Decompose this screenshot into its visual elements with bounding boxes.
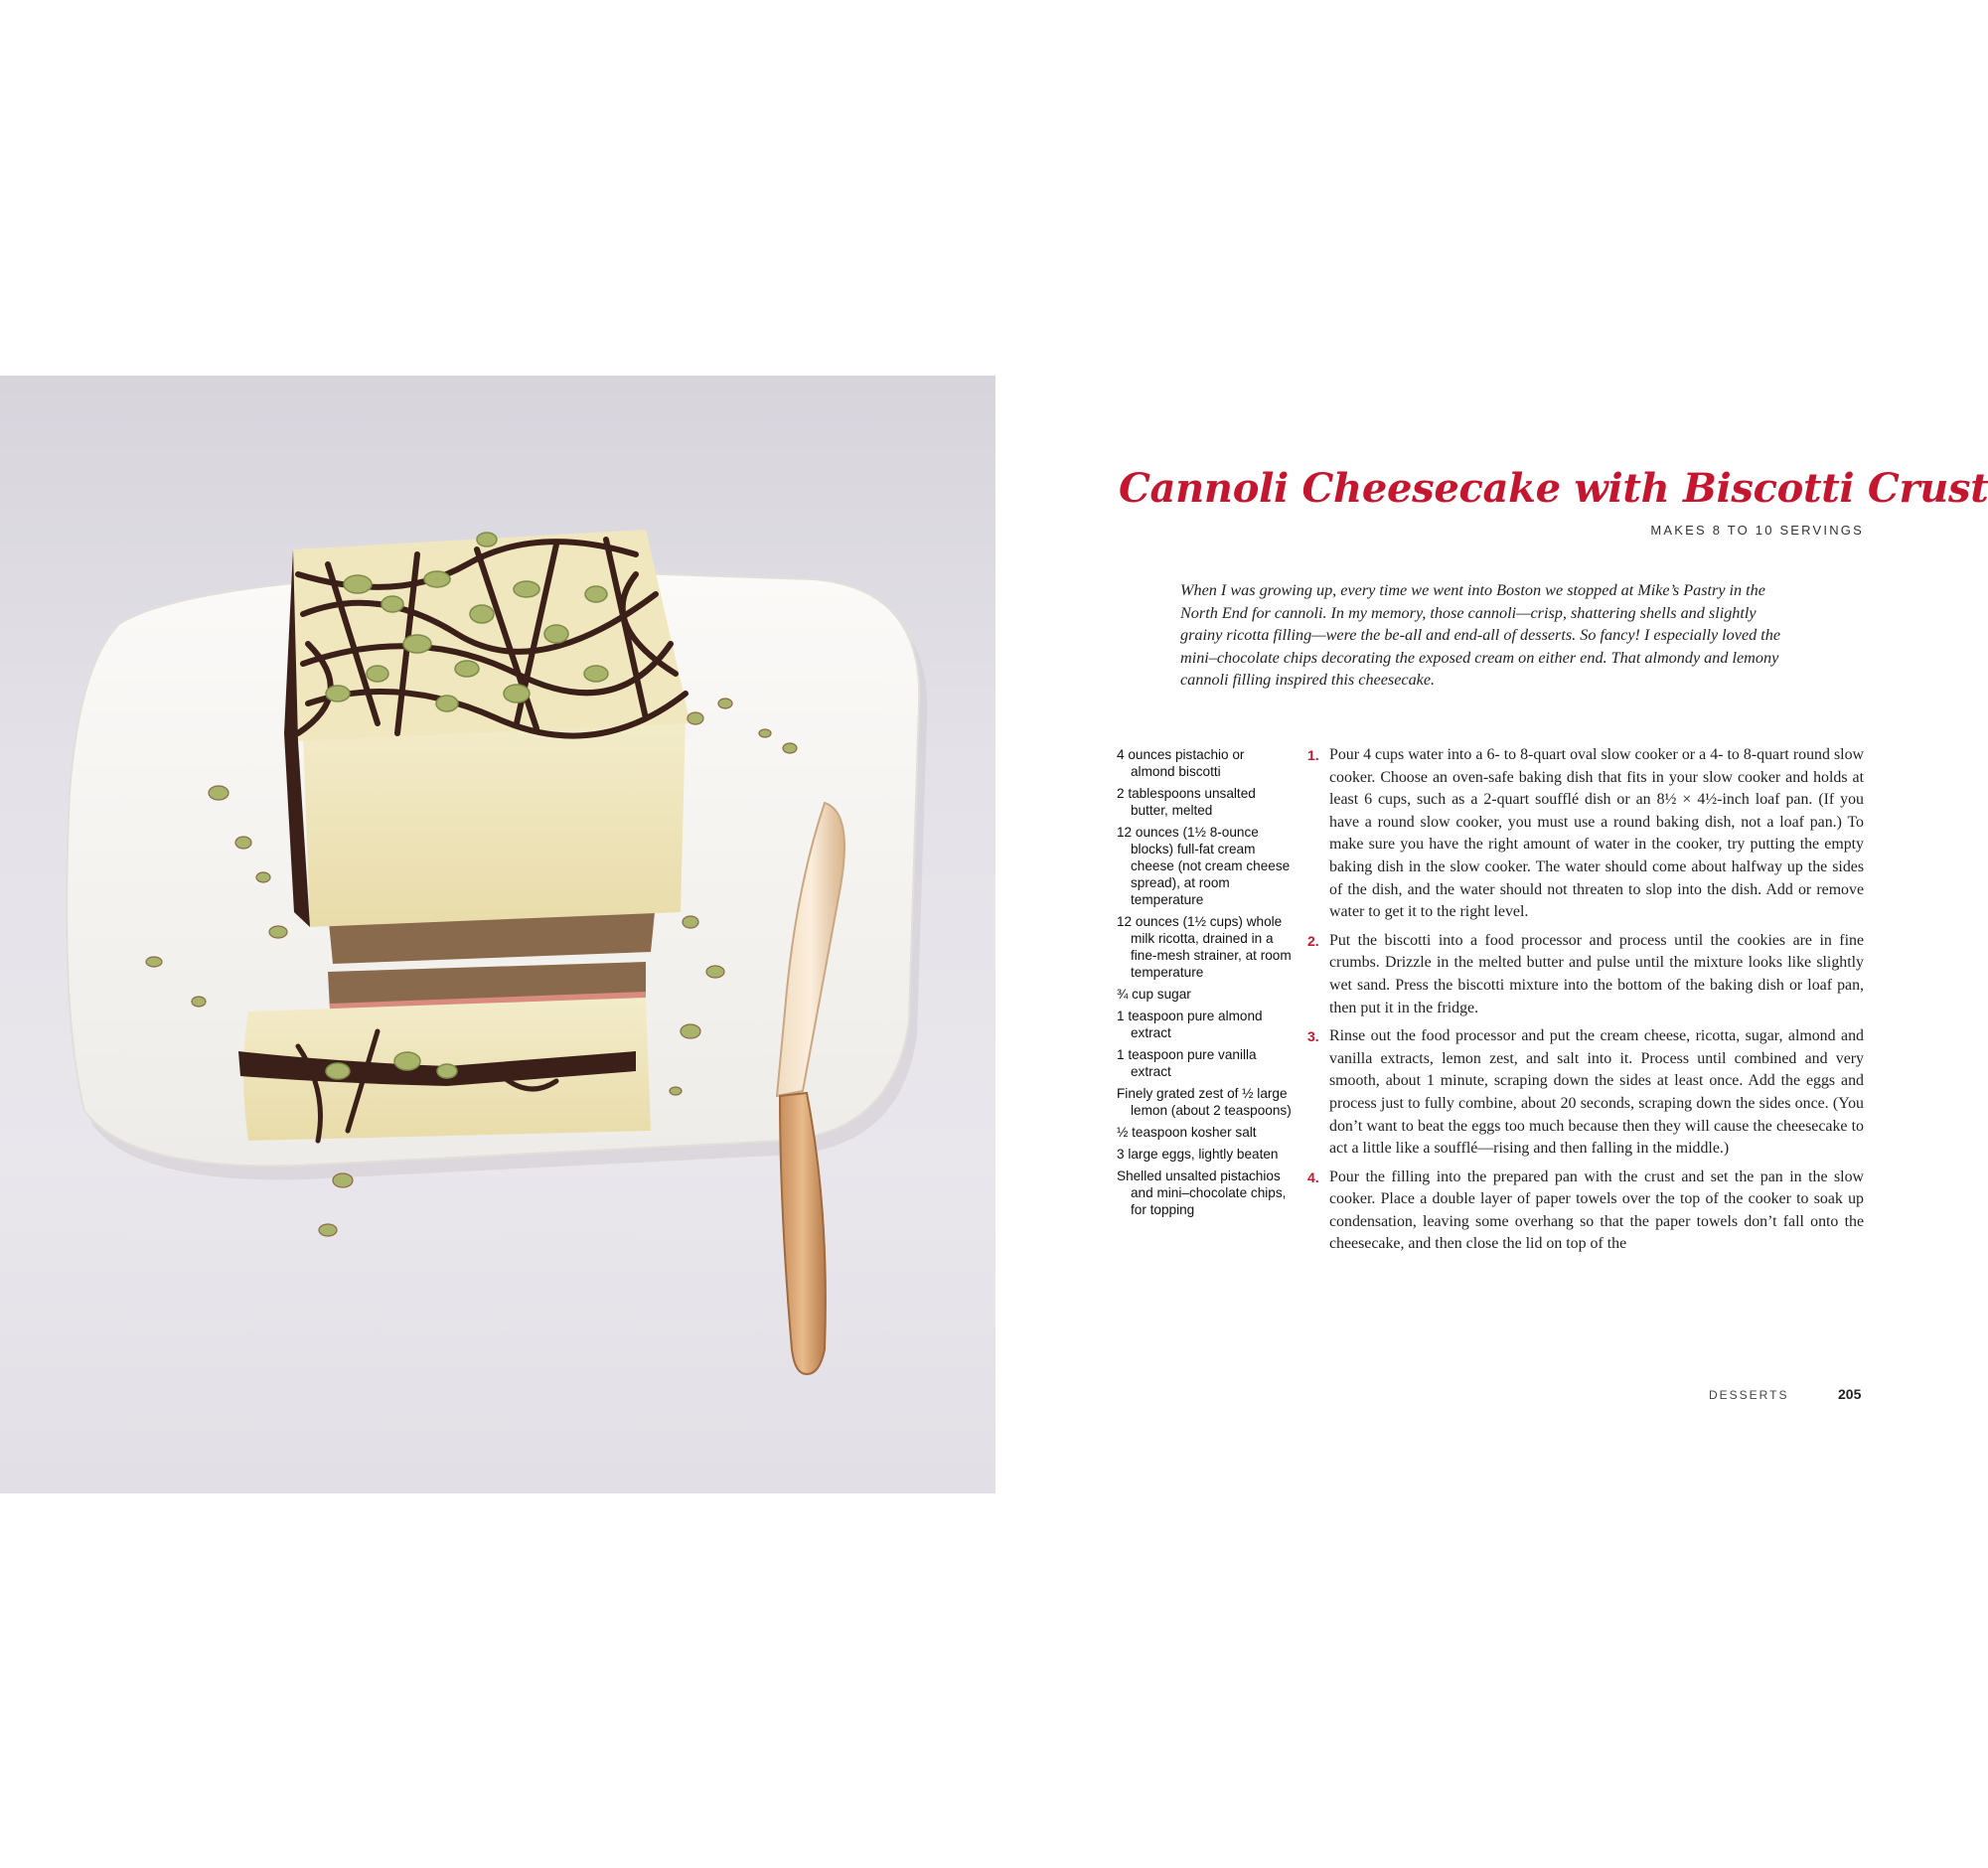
- method-step: [1307, 930, 1864, 1019]
- method-steps: [1307, 744, 1864, 1262]
- method-step: [1307, 744, 1864, 924]
- ingredient-item: 12 ounces (1½ cups) whole milk ricotta, drained in a fine-mesh strainer, at room temperature: [1117, 914, 1292, 980]
- ingredient-item: 2 tablespoons unsalted butter, melted: [1117, 786, 1256, 818]
- ingredient-item: Shelled unsalted pistachios and mini–chocolate chips, for topping: [1117, 1168, 1287, 1217]
- photo-illustration: [0, 376, 995, 1493]
- step-number: 1.: [1307, 747, 1319, 763]
- step-text: Pour 4 cups water into a 6- to 8-quart oval slow cooker or a 4- to 8-quart round slow cooker. Choose an oven-safe baking dish that fits in your slow cooker and holds at least 6 cups, such as a 2-quart soufflé dish or an 8½ × 4½-inch loaf pan. (If you have a round slow cooker, you must use a round baking dish, not a loaf pan.) To make sure you have the right amount of water in the cooker, try putting the empty baking dish in the slow cooker. The water should come about halfway up the sides of the dish, and the water should not threaten to slop into the dish. Add or remove water to get it to the right level.: [1329, 746, 1864, 921]
- running-footer-section: DESSERTS: [1709, 1388, 1789, 1402]
- ingredient-item: Finely grated zest of ½ large lemon (about 2 teaspoons): [1117, 1086, 1292, 1118]
- step-number: 4.: [1307, 1168, 1319, 1185]
- ingredient-item: 1 teaspoon pure almond extract: [1117, 1009, 1263, 1040]
- ingredient-item: 4 ounces pistachio or almond biscotti: [1117, 747, 1245, 779]
- ingredient-item: 1 teaspoon pure vanilla extract: [1117, 1047, 1257, 1079]
- cake-front-face: [303, 718, 686, 927]
- ingredient-item: 3 large eggs, lightly beaten: [1117, 1147, 1279, 1162]
- ingredient-item: ½ teaspoon kosher salt: [1117, 1125, 1257, 1140]
- method-step: [1307, 1167, 1864, 1256]
- recipe-title: Cannoli Cheesecake with Biscotti Crust: [1119, 465, 1988, 512]
- step-text: Rinse out the food processor and put the cream cheese, ricotta, sugar, almond and vanilla extracts, lemon zest, and salt into it. Process until combined and very smooth, about 1 minute, scraping down the sides at least once. Add the eggs and process just to fully combine, about 20 seconds, scraping down the sides once. (You don’t want to beat the eggs too much because then they will cause the cheesecake to act a little like a soufflé—rising and then falling in the middle.): [1329, 1027, 1864, 1158]
- recipe-yield: MAKES 8 TO 10 SERVINGS: [1650, 523, 1864, 538]
- ingredient-item: ¾ cup sugar: [1117, 987, 1191, 1002]
- recipe-intro: When I was growing up, every time we went into Boston we stopped at Mike’s Pastry in the North End for cannoli. In my memory, those cannoli—crisp, shattering shells and slightly grainy ricotta filling—were the be-all and end-all of desserts. So fancy! I especially loved the mini–chocolate chips decorating the exposed cream on either end. That almondy and lemony cannoli filling inspired this cheesecake.: [1180, 581, 1781, 690]
- ingredient-list: [1117, 746, 1292, 1223]
- step-number: 2.: [1307, 932, 1319, 949]
- page-number: 205: [1838, 1386, 1862, 1402]
- step-text: Pour the filling into the prepared pan with the crust and set the pan in the slow cooker. Place a double layer of paper towels over the top of the cooker to soak up condensation, leaving some overhang so that the paper towels don’t fall onto the cheesecake, and then close the lid on top of the: [1329, 1168, 1864, 1253]
- ingredient-item: 12 ounces (1½ 8-ounce blocks) full-fat cream cheese (not cream cheese spread), at room temperature: [1117, 825, 1291, 907]
- method-step: [1307, 1025, 1864, 1161]
- step-text: Put the biscotti into a food processor and process until the cookies are in fine crumbs. Drizzle in the melted butter and pulse until the mixture looks like slightly wet sand. Press the biscotti mixture into the bottom of the baking dish or loaf pan, then put it in the fridge.: [1329, 931, 1864, 1016]
- step-number: 3.: [1307, 1028, 1319, 1045]
- cheesecake-photo: [0, 376, 995, 1493]
